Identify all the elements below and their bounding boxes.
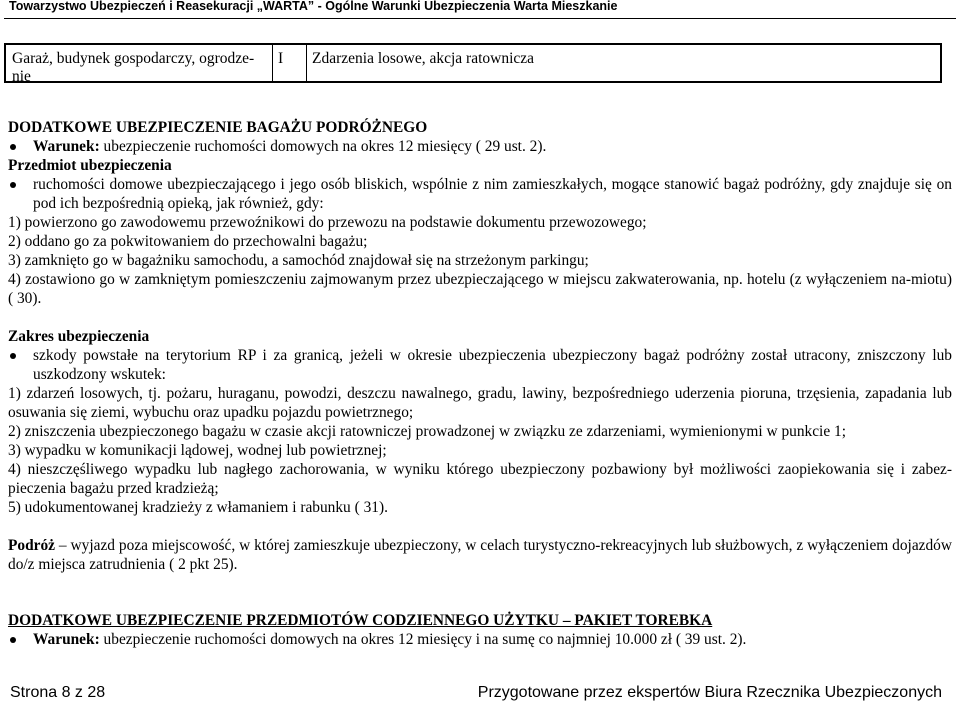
scope-title: Zakres ubezpieczenia: [8, 328, 150, 345]
table-divider: [272, 45, 273, 81]
list-item: 4) nieszczęśliwego wypadku lub nagłego zachorowania, w wyniku którego ubezpieczony pozbawiony był możliwości zaopiekowania się i zabez-pieczenia bagażu przed kradzieżą;: [8, 461, 952, 497]
footer-credit: Przygotowane przez ekspertów Biura Rzecznika Ubezpieczonych: [477, 684, 942, 701]
table-cell-property: Garaż, budynek gospodarczy, ogrodze-nie: [12, 50, 255, 85]
subject-bullet: ruchomości domowe ubezpieczającego i jego osób bliskich, wspólnie z nim zamieszkałych, mogące stanowić bagaż podróżny, gdy znajduje się on pod ich bezpośrednią opieką, jak również, gdy:: [8, 175, 952, 213]
coverage-table-row: [4, 43, 942, 83]
travel-text: – wyjazd poza miejscowość, w której zamieszkuje ubezpieczony, w celach turystyczno-rekreacyjnych lub służbowych, z wyłączeniem dojazdów do/z miejsca zatrudnienia ( 2 pkt 25).: [8, 537, 952, 573]
table-divider: [306, 45, 307, 81]
condition-bullet: [8, 137, 952, 156]
condition-text: ubezpieczenie ruchomości domowych na okres 12 miesięcy i na sumę co najmniej 10.000 zł ( 39 ust. 2).: [99, 631, 747, 648]
table-cell-risks: Zdarzenia losowe, akcja ratownicza: [312, 50, 535, 67]
list-item: 2) zniszczenia ubezpieczonego bagażu w czasie akcji ratowniczej prowadzonej w związku ze zdarzeniami, wymienionymi w punkcie 1;: [8, 423, 846, 440]
travel-definition: [8, 536, 952, 574]
list-item: 5) udokumentowanej kradzieży z włamaniem i rabunku ( 31).: [8, 499, 388, 516]
list-item: 1) zdarzeń losowych, tj. pożaru, huraganu, powodzi, deszczu nawalnego, gradu, lawiny, bezpośredniego uderzenia pioruna, trzęsienia, zapadania lub osuwania się ziemi, wybuchu oraz upadku pojazdu powietrznego;: [8, 385, 952, 421]
section-heading-torebka: DODATKOWE UBEZPIECZENIE PRZEDMIOTÓW CODZIENNEGO UŻYTKU – PAKIET TOREBKA: [8, 612, 713, 629]
section-heading-bagaz: DODATKOWE UBEZPIECZENIE BAGAŻU PODRÓŻNEGO: [8, 119, 428, 136]
condition-bullet: [8, 630, 952, 649]
scope-bullet: szkody powstałe na terytorium RP i za granicą, jeżeli w okresie ubezpieczenia ubezpieczony bagaż podróżny został utracony, zniszczony lub uszkodzony wskutek:: [8, 346, 952, 384]
list-item: 2) oddano go za pokwitowaniem do przechowalni bagażu;: [8, 233, 368, 250]
table-cell-variant: I: [278, 50, 284, 67]
subject-title: Przedmiot ubezpieczenia: [8, 157, 172, 174]
document-header: Towarzystwo Ubezpieczeń i Reasekuracji „WARTA” - Ogólne Warunki Ubezpieczenia Warta Mieszkanie: [9, 0, 618, 13]
travel-label: Podróż: [8, 537, 56, 554]
header-divider: [4, 18, 956, 19]
condition-label: Warunek:: [33, 631, 100, 648]
condition-text: ubezpieczenie ruchomości domowych na okres 12 miesięcy ( 29 ust. 2).: [99, 138, 547, 155]
condition-label: Warunek:: [33, 138, 100, 155]
document-body: [8, 118, 952, 649]
list-item: 3) zamknięto go w bagażniku samochodu, a samochód znajdował się na strzeżonym parkingu;: [8, 252, 589, 269]
list-item: 3) wypadku w komunikacji lądowej, wodnej lub powietrznej;: [8, 442, 387, 459]
list-item: 1) powierzono go zawodowemu przewoźnikowi do przewozu na podstawie dokumentu przewozowego;: [8, 214, 647, 231]
page-number: Strona 8 z 28: [10, 684, 106, 701]
list-item: 4) zostawiono go w zamkniętym pomieszczeniu zajmowanym przez ubezpieczającego w miejscu zakwaterowania, np. hotelu (z wyłączeniem na-miotu) ( 30).: [8, 271, 952, 307]
